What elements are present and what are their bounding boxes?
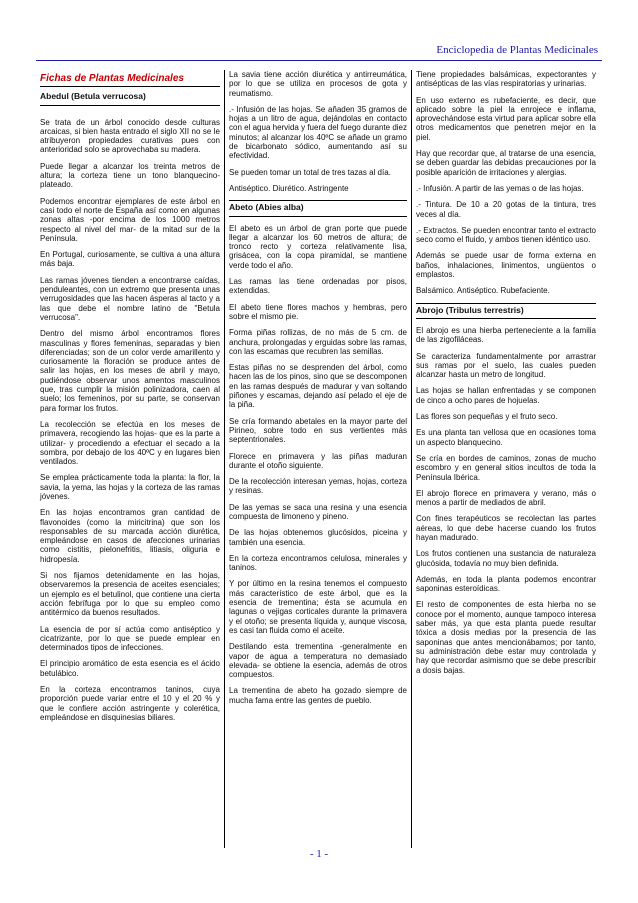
paragraph: El abeto es un árbol de gran porte que puede llegar a alcanzar los 60 metros de altura; de tronco recto y corteza relativamente lisa, grisácea, con la copa piramidal, se mantiene verde todo el año. xyxy=(229,223,407,270)
paragraph: Y por último en la resina tenemos el compuesto más característico de este árbol, que es la esencia de trementina; ésta se acumula en lagunas o vejigas corticales durante la primavera y el otoño; se presenta líquida y, aunque viscosa, es casi tan fluida como el aceite. xyxy=(229,579,407,635)
paragraph: En la corteza encontramos celulosa, minerales y taninos. xyxy=(229,553,407,573)
paragraph: Los frutos contienen una sustancia de naturaleza glucósida, todavía no muy bien definida. xyxy=(416,549,596,568)
paragraph: Forma piñas rollizas, de no más de 5 cm. de anchura, prolongadas y erguidas sobre las ramas, con las escamas que recubren las semillas. xyxy=(229,328,407,356)
paragraph: Podemos encontrar ejemplares de este árbol en casi todo el norte de España así como en algunas zonas altas -por encima de los 1000 metros respecto al nivel del mar- de la mitad sur de la Península. xyxy=(40,196,220,243)
paragraph: Se trata de un árbol conocido desde culturas arcaicas, si bien hasta entrado el siglo XII no se le atribuyeron propiedades curativas pues con anterioridad solo se aprovechaba su madera. xyxy=(40,117,220,155)
paragraph: El resto de componentes de esta hierba no se conoce por el momento, aunque tampoco interesa saber más, ya que esta planta puede resultar tóxica a dosis medias por la presencia de las saponinas que antes mencionábamos; por tanto, su administración debe estar muy controlada y hay que recordar asimismo que se debe prescribir a dosis bajas. xyxy=(416,600,596,675)
running-head: Enciclopedia de Plantas Medicinales xyxy=(436,44,598,56)
column-2 xyxy=(224,70,412,848)
paragraph: Hay que recordar que, al tratarse de una esencia, se deben guardar las debidas precauciones por la posible aparición de irritaciones y alergias. xyxy=(416,149,596,177)
paragraph: .- Infusión de las hojas. Se añaden 35 gramos de hojas a un litro de agua, dejándolas en contacto con el agua hervida y fuera del fuego durante diez minutos; al alcanzar los 40ºC se añade un gramo de bicarbonato sódico, aumentando así su efectividad. xyxy=(229,104,407,161)
paragraph: Se pueden tomar un total de tres tazas al día. xyxy=(229,167,391,177)
paragraph: En Portugal, curiosamente, se cultiva a una altura más baja. xyxy=(40,250,220,269)
paragraph: Si nos fijamos detenidamente en las hojas, observaremos la presencia de aceites esenciales; un ejemplo es el betulinol, que contiene una cierta acción febrífuga por lo que su empleo como antitérmico da buenos resultados. xyxy=(40,571,220,618)
paragraph: Se emplea prácticamente toda la planta: la flor, la savia, la yema, las hojas y la corteza de las ramas jóvenes. xyxy=(40,473,220,501)
paragraph: En la corteza encontramos taninos, cuya proporción puede variar entre el 10 y el 20 % y que le confiere acción astringente y colerética, empleándose en disquinesias biliares. xyxy=(40,685,220,722)
paragraph: La esencia de por sí actúa como antiséptico y cicatrizante, por lo que se puede emplear en determinados tipos de infecciones. xyxy=(40,624,220,653)
paragraph: .- Infusión. A partir de las yemas o de las hojas. xyxy=(416,183,584,193)
text-columns xyxy=(36,70,602,848)
paragraph: La recolección se efectúa en los meses de primavera, recogiendo las hojas- que es la parte a utilizar- y procediendo a efectuar el secado a la sombra, por debajo de los 40ºC y en lugares bien ventilados. xyxy=(40,419,220,467)
paragraph: Balsámico. Antiséptico. Rubefaciente. xyxy=(416,286,550,296)
paragraph: .- Extractos. Se pueden encontrar tanto el extracto seco como el fluido, y ambos tienen idéntico uso. xyxy=(416,225,596,245)
paragraph: Con fines terapéuticos se recolectan las partes aéreas, lo que debe hacerse cuando los frutos hayan madurado. xyxy=(416,514,596,542)
paragraph: En uso externo es rubefaciente, es decir, que aplicado sobre la piel la enrojece e inflama, aprovechándose esta virtud para aplicar sobre ella otros medicamentos que penetren mejor en la piel. xyxy=(416,95,596,142)
paragraph: Antiséptico. Diurético. Astringente xyxy=(229,183,349,193)
paragraph: Las ramas jóvenes tienden a encontrarse caídas, penduleantes, con un extremo que presenta unas verrugosidades que las hacen ásperas al tacto y a las que debe el nombre latino de "Betula verrucosa". xyxy=(40,275,220,322)
column-1 xyxy=(36,70,224,848)
paragraph: Estas piñas no se desprenden del árbol, como hacen las de los pinos, sino que se descomponen en las ramas después de madurar y van soltando piñones y escamas, dejando así pelado el eje de la piña. xyxy=(229,363,407,410)
paragraph: Se cría formando abetales en la mayor parte del Pirineo, sobre todo en sus vertientes más septentrionales. xyxy=(229,416,407,445)
paragraph: Las flores son pequeñas y el fruto seco. xyxy=(416,412,558,422)
paragraph: Destilando esta trementina -generalmente en vapor de agua a temperatura no demasiado elevada- se obtiene la esencia, además de otros compuestos. xyxy=(229,642,407,680)
paragraph: Se cría en bordes de caminos, zonas de mucho escombro y en general sitios incultos de toda la Península Ibérica. xyxy=(416,453,596,482)
paragraph: Florece en primavera y las piñas maduran durante el otoño siguiente. xyxy=(229,451,407,470)
paragraph: Las ramas las tiene ordenadas por pisos, extendidas. xyxy=(229,277,407,296)
paragraph: El principio aromático de esta esencia es el ácido betulábico. xyxy=(40,659,220,678)
column-3 xyxy=(412,70,600,848)
paragraph: Se caracteriza fundamentalmente por arrastrar sus ramas por el suelo, las cuales pueden alcanzar hasta un metro de longitud. xyxy=(416,351,596,380)
plant-heading-abrojo: Abrojo (Tribulus terrestris) xyxy=(416,303,596,319)
paragraph: Además, en toda la planta podemos encontrar saponinas esteroídicas. xyxy=(416,574,596,594)
paragraph: Tiene propiedades balsámicas, expectorantes y antisépticas de las vías respiratorias y urinarias. xyxy=(416,70,596,89)
paragraph: Las hojas se hallan enfrentadas y se componen de cinco a ocho pares de hojuelas. xyxy=(416,386,596,405)
page-number: - 1 - xyxy=(309,848,329,860)
paragraph: El abrojo es una hierba perteneciente a la familia de las zigofiláceas. xyxy=(416,325,596,345)
paragraph: De las yemas se saca una resina y una esencia compuesta de limoneno y pineno. xyxy=(229,502,407,521)
paragraph: De la recolección interesan yemas, hojas, corteza y resinas. xyxy=(229,477,407,496)
paragraph: La savia tiene acción diurética y antirreumática, por lo que se utiliza en procesos de gota y reumatismo. xyxy=(229,70,407,98)
paragraph: Además se puede usar de forma externa en baños, inhalaciones, linimentos, ungüentos o emplastos. xyxy=(416,251,596,280)
paragraph: Puede llegar a alcanzar los treinta metros de altura; la corteza tiene un tono blanquecino-plateado. xyxy=(40,161,220,190)
paragraph: Es una planta tan vellosa que en ocasiones toma un aspecto blanquecino. xyxy=(416,428,596,447)
paragraph: De las hojas obtenemos glucósidos, piceina y también una esencia. xyxy=(229,528,407,547)
section-title: Fichas de Plantas Medicinales xyxy=(40,74,220,87)
paragraph: El abeto tiene flores machos y hembras, pero sobre el mismo pie. xyxy=(229,302,407,321)
header-rule xyxy=(36,60,602,61)
paragraph: En las hojas encontramos gran cantidad de flavonoides (como la miricitrina) que son los responsables de su marcada acción diurética, empleándose en casos de afecciones urinarias como cistitis, pielonefritis, litiasis, oliguria e hidropesía. xyxy=(40,508,220,564)
paragraph: La trementina de abeto ha gozado siempre de mucha fama entre las gentes de pueblo. xyxy=(229,686,407,705)
paragraph: El abrojo florece en primavera y verano, más o menos a partir de mediados de abril. xyxy=(416,488,596,508)
paragraph: Dentro del mismo árbol encontramos flores masculinas y flores femeninas, separadas y bien diferenciadas; son de un color verde amarillento y curiosamente la floración se produce antes de salir las hojas, en los meses de abril y mayo, pudiéndose observar unos amentos masculinos que, tras cumplir la misión polinizadora, caen al suelo; los femeninos, por su parte, se conservan para formar los frutos. xyxy=(40,329,220,413)
paragraph: .- Tintura. De 10 a 20 gotas de la tintura, tres veces al día. xyxy=(416,200,596,219)
plant-heading-abedul: Abedul (Betula verrucosa) xyxy=(40,90,220,105)
plant-heading-abeto: Abeto (Abies alba) xyxy=(229,200,407,216)
